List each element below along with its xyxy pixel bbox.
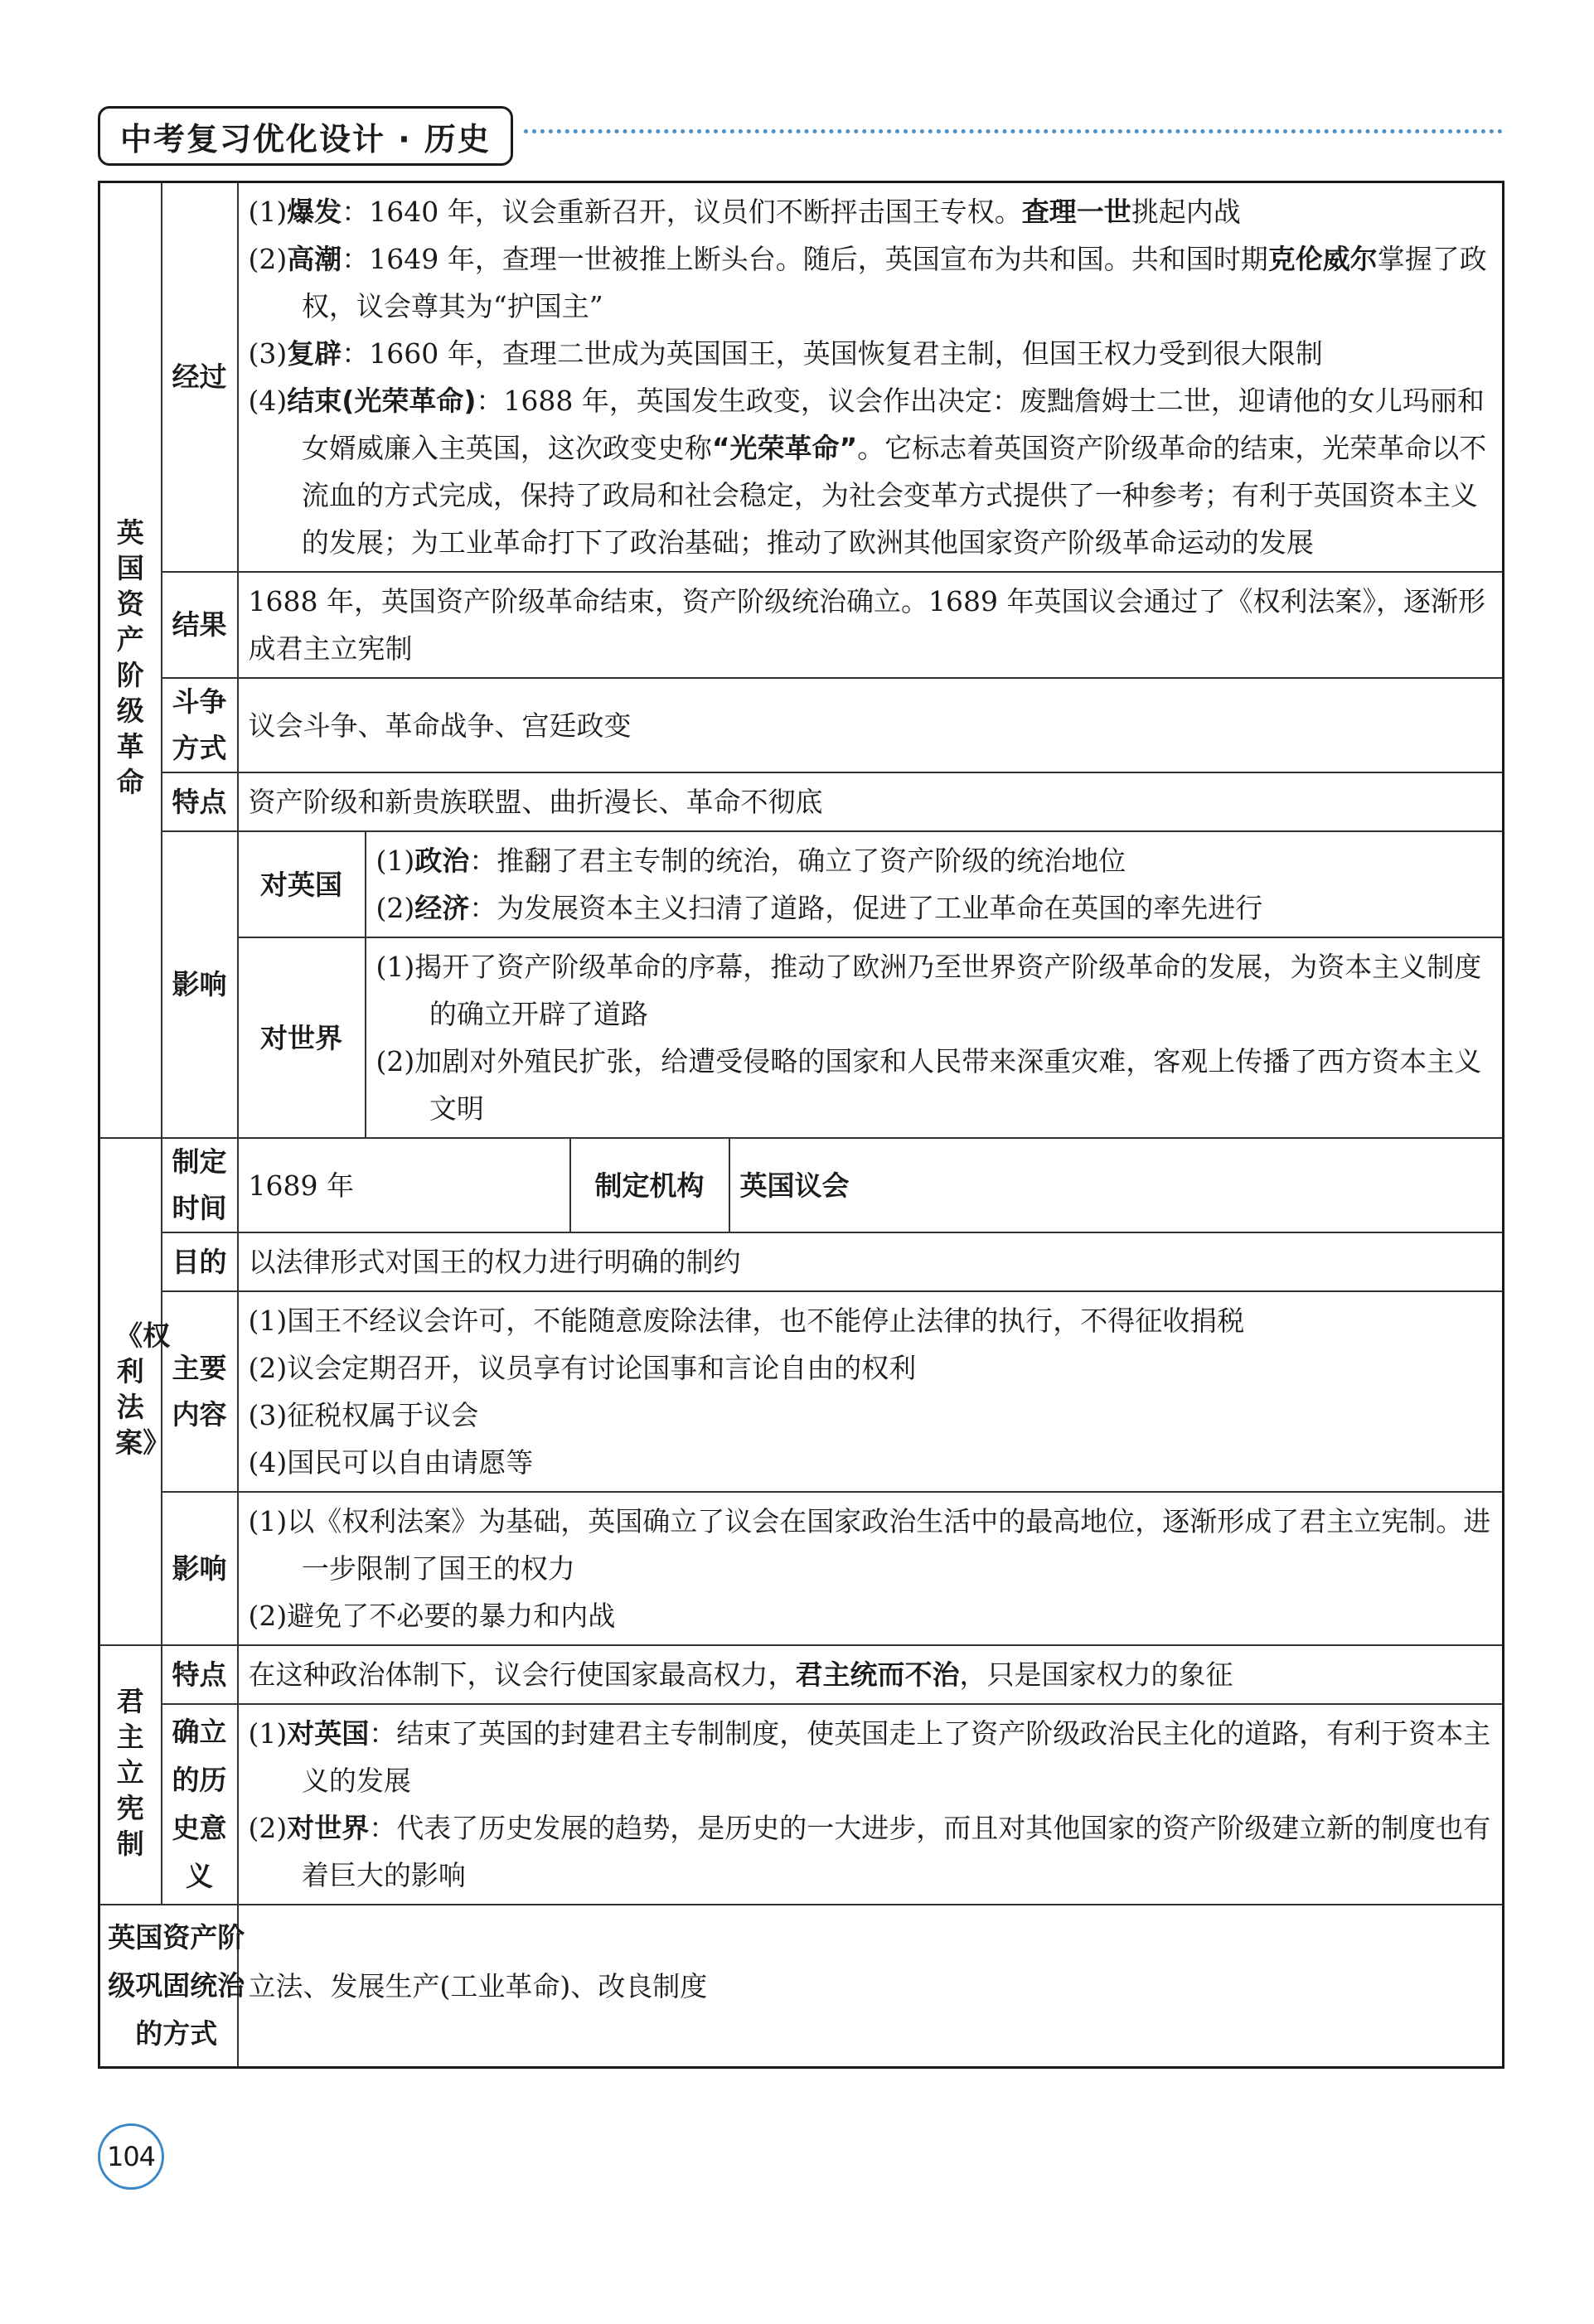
content-row bbox=[99, 1291, 1504, 1492]
bill-influence-item: (1)以《权利法案》为基础，英国确立了议会在国家政治生活中的最高地位，逐渐形成了君主立宪制。进一步限制了国王的权力 bbox=[248, 1505, 1491, 1585]
bill-influence-label: 影响 bbox=[162, 1492, 238, 1645]
influence-england-row bbox=[99, 831, 1504, 937]
header-title-box bbox=[98, 106, 513, 166]
monarchy-feature-row bbox=[99, 1645, 1504, 1704]
page-title: 中考复习优化设计 · 历史 bbox=[120, 120, 491, 157]
influence-world-item: (2)加剧对外殖民扩张，给遭受侵略的国家和人民带来深重灾难，客观上传播了西方资本主义文明 bbox=[375, 1045, 1482, 1125]
significance-content bbox=[238, 1704, 1504, 1905]
bill-influence-item: (2)避免了不必要的暴力和内战 bbox=[248, 1600, 616, 1632]
time-label: 制定时间 bbox=[162, 1138, 238, 1232]
history-summary-table bbox=[98, 181, 1504, 2069]
consolidation-content: 立法、发展生产(工业革命)、改良制度 bbox=[238, 1905, 1504, 2068]
content-item: (3)征税权属于议会 bbox=[248, 1399, 479, 1431]
result-row bbox=[99, 572, 1504, 678]
time-value: 1689 年 bbox=[238, 1138, 570, 1232]
course-content bbox=[238, 182, 1504, 573]
course-label: 经过 bbox=[162, 182, 238, 573]
result-label: 结果 bbox=[162, 572, 238, 678]
influence-england-label: 对英国 bbox=[238, 831, 366, 937]
bill-influence-content bbox=[238, 1492, 1504, 1645]
influence-england-item: (2)经济：为发展资本主义扫清了道路，促进了工业革命在英国的率先进行 bbox=[375, 892, 1263, 924]
purpose-label: 目的 bbox=[162, 1232, 238, 1291]
significance-label: 确立的历史意义 bbox=[162, 1704, 238, 1905]
course-item: (4)结束(光荣革命)：1688 年，英国发生政变，议会作出决定：废黜詹姆士二世，迎请他的女儿玛丽和女婿威廉入主英国，这次政变史称“光荣革命”。它标志着英国资产阶级革命的结束，光荣革命以不流血的方式完成，保持了政局和社会稳定，为社会变革方式提供了一种参考；有利于英国资本主义的发展；为工业革命打下了政治基础；推动了欧洲其他国家资产阶级革命运动的发展 bbox=[248, 385, 1487, 559]
result-content: 1688 年，英国资产阶级革命结束，资产阶级统治确立。1689 年英国议会通过了《权利法案》，逐渐形成君主立宪制 bbox=[238, 572, 1504, 678]
feature-label: 特点 bbox=[162, 772, 238, 831]
significance-item: (1)对英国：结束了英国的封建君主专制制度，使英国走上了资产阶级政治民主化的道路，有利于资本主义的发展 bbox=[248, 1717, 1491, 1797]
content-item: (1)国王不经议会许可，不能随意废除法律，也不能停止法律的执行，不得征收捐税 bbox=[248, 1305, 1245, 1337]
content-label: 主要内容 bbox=[162, 1291, 238, 1492]
bill-time-row bbox=[99, 1138, 1504, 1232]
section-english-revolution: 英国资产阶级革命 bbox=[99, 182, 162, 1139]
consolidation-row bbox=[99, 1905, 1504, 2068]
influence-world-label: 对世界 bbox=[238, 937, 366, 1138]
feature-content: 资产阶级和新贵族联盟、曲折漫长、革命不彻底 bbox=[238, 772, 1504, 831]
org-value: 英国议会 bbox=[729, 1138, 1504, 1232]
content-content bbox=[238, 1291, 1504, 1492]
section-bill-of-rights: 《权利法案》 bbox=[99, 1138, 162, 1645]
org-label: 制定机构 bbox=[570, 1138, 729, 1232]
monarchy-feature-label: 特点 bbox=[162, 1645, 238, 1704]
influence-england-item: (1)政治：推翻了君主专制的统治，确立了资产阶级的统治地位 bbox=[375, 845, 1126, 877]
course-row bbox=[99, 182, 1504, 573]
influence-world-content bbox=[366, 937, 1504, 1138]
content-item: (4)国民可以自由请愿等 bbox=[248, 1446, 534, 1479]
page-number: 104 bbox=[98, 2123, 164, 2190]
significance-row bbox=[99, 1704, 1504, 1905]
influence-england-content bbox=[366, 831, 1504, 937]
course-item: (3)复辟：1660 年，查理二世成为英国国王，英国恢复君主制，但国王权力受到很大限制 bbox=[248, 337, 1323, 370]
purpose-content: 以法律形式对国王的权力进行明确的制约 bbox=[238, 1232, 1504, 1291]
monarchy-feature-content: 在这种政治体制下，议会行使国家最高权力，君主统而不治，只是国家权力的象征 bbox=[238, 1645, 1504, 1704]
consolidation-label: 英国资产阶级巩固统治的方式 bbox=[99, 1905, 238, 2068]
feature-row bbox=[99, 772, 1504, 831]
influence-label: 影响 bbox=[162, 831, 238, 1138]
struggle-label: 斗争方式 bbox=[162, 678, 238, 772]
course-item: (2)高潮：1649 年，查理一世被推上断头台。随后，英国宣布为共和国。共和国时期克伦威尔掌握了政权，议会尊其为“护国主” bbox=[248, 243, 1487, 322]
section-constitutional-monarchy: 君主立宪制 bbox=[99, 1645, 162, 1905]
struggle-content: 议会斗争、革命战争、宫廷政变 bbox=[238, 678, 1504, 772]
header-dotted-rule bbox=[524, 129, 1503, 133]
bill-influence-row bbox=[99, 1492, 1504, 1645]
significance-item: (2)对世界：代表了历史发展的趋势，是历史的一大进步，而且对其他国家的资产阶级建立新的制度也有着巨大的影响 bbox=[248, 1812, 1491, 1891]
course-item: (1)爆发：1640 年，议会重新召开，议员们不断抨击国王专权。查理一世挑起内战 bbox=[248, 196, 1241, 228]
purpose-row bbox=[99, 1232, 1504, 1291]
content-item: (2)议会定期召开，议员享有讨论国事和言论自由的权利 bbox=[248, 1352, 917, 1384]
struggle-row bbox=[99, 678, 1504, 772]
influence-world-item: (1)揭开了资产阶级革命的序幕，推动了欧洲乃至世界资产阶级革命的发展，为资本主义制度的确立开辟了道路 bbox=[375, 951, 1482, 1030]
